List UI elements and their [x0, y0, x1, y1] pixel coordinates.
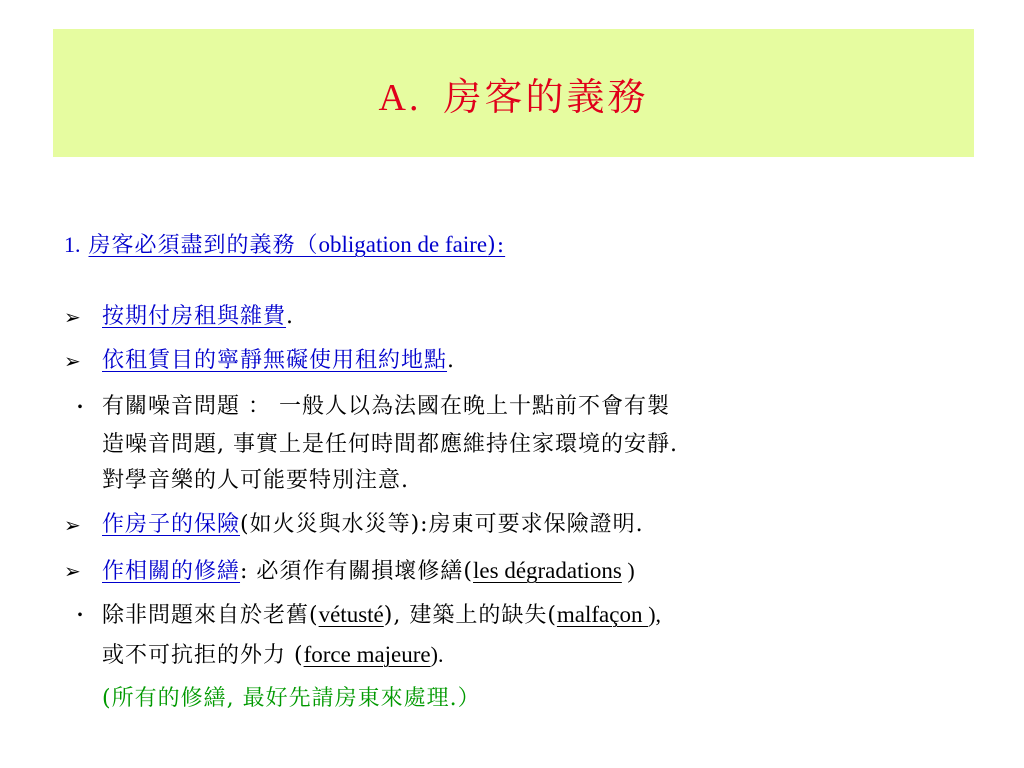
link-repairs[interactable]: 作相關的修繕 [102, 559, 241, 584]
arrow-bullet-icon: ➢ [64, 305, 82, 329]
section-heading-text [89, 233, 506, 258]
title-prefix: A. [378, 76, 422, 119]
dot-bullet-icon: ・ [70, 395, 91, 419]
exceptions-part1: 除非問題來自於老舊( [102, 603, 319, 628]
title-banner [53, 29, 974, 157]
repairs-end: ) [621, 558, 635, 583]
exceptions-line2-part2: ). [430, 642, 444, 667]
bullet-end: . [447, 348, 456, 373]
noise-line-1: 有關噪音問題 ： 一般人以為法國在晚上十點前不會有製 [102, 394, 670, 419]
link-quiet-use[interactable]: 依租賃目的寧靜無礙使用租約地點 [102, 348, 448, 373]
note-text: (所有的修繕, 最好先請房東來處理.） [102, 686, 481, 711]
term-force-majeure: force majeure [303, 642, 431, 667]
link-rent[interactable]: 按期付房租與雜費 [102, 304, 287, 329]
dot-bullet-icon: ・ [70, 603, 91, 627]
section-heading [64, 230, 505, 261]
term-vetuste: vétusté [318, 602, 384, 627]
section-heading-paren: （ [295, 233, 319, 258]
title-text: 房客的義務 [443, 74, 649, 119]
noise-line-3: 對學音樂的人可能要特別注意. [102, 468, 409, 493]
term-malfacon: malfaçon [556, 602, 649, 627]
slide-title [379, 66, 649, 121]
arrow-bullet-icon: ➢ [64, 349, 82, 373]
exceptions-part3: ), [648, 602, 662, 627]
term-degradations: les dégradations [473, 558, 622, 583]
exceptions-part2: ), 建築上的缺失( [383, 603, 557, 628]
section-heading-tail: ): [487, 233, 506, 258]
section-heading-latin: obligation de faire [318, 232, 488, 257]
arrow-bullet-icon: ➢ [64, 559, 82, 583]
repairs-mid: : 必須作有關損壞修繕( [240, 559, 474, 584]
link-insurance[interactable]: 作房子的保險 [102, 512, 241, 537]
insurance-rest: (如火災與水災等):房東可要求保險證明. [240, 512, 644, 537]
section-number: 1. [64, 232, 81, 257]
arrow-bullet-icon: ➢ [64, 513, 82, 537]
section-heading-zh: 房客必須盡到的義務 [88, 233, 296, 258]
noise-line-2: 造噪音問題, 事實上是任何時間都應維持住家環境的安靜. [102, 432, 678, 457]
bullet-end: . [286, 304, 295, 329]
exceptions-line2-part1: 或不可抗拒的外力 ( [102, 643, 304, 668]
